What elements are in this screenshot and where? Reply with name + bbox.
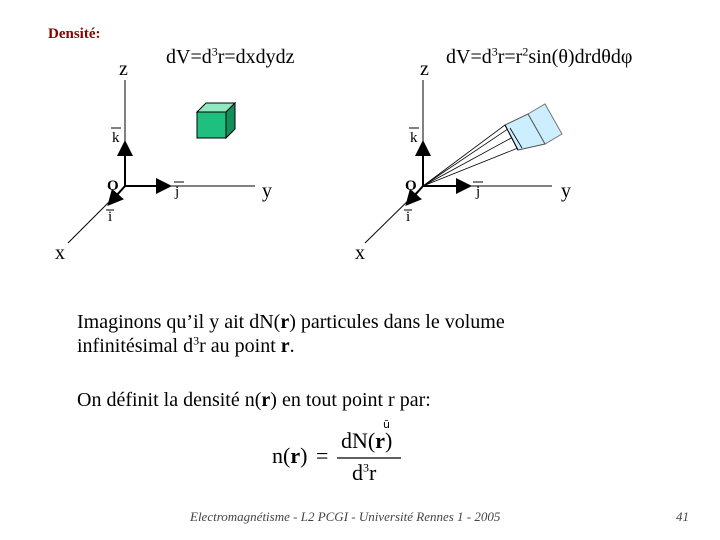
left-volume-formula: $dV=d^3r=dxdydz$: [166, 44, 295, 68]
right-axis-x-label: x: [355, 242, 365, 264]
right-formula-sup2: 2: [522, 44, 529, 59]
right-origin-label: O: [405, 178, 417, 194]
p1-l2-r: r: [280, 335, 290, 357]
right-formula-pre: dV=d: [446, 46, 492, 68]
eq-num-a: dN(: [341, 428, 376, 453]
equation-denominator: [352, 460, 376, 486]
slide-title: Densité:: [48, 26, 101, 42]
left-cube: [197, 103, 235, 138]
slide-footer: Electromagnétisme - L2 PCGI - Université Rennes 1 - 2005: [190, 509, 501, 524]
paragraph-1-line-2: [77, 334, 505, 358]
p1-l2-d: .: [289, 335, 295, 357]
eq-lhs-c: ): [300, 443, 308, 468]
p1-l2-b: r au point: [199, 335, 281, 357]
left-unit-k-label: k: [112, 130, 120, 146]
equation-numerator: [341, 428, 392, 454]
right-formula-sup1: 3: [491, 44, 498, 59]
eq-num-r: r: [375, 428, 385, 453]
eq-lhs-a: n(: [272, 443, 291, 468]
cube-front-face: [197, 112, 226, 138]
eq-num-c: ): [384, 428, 393, 453]
p1-l1-c: ) particules dans le volume: [289, 311, 505, 333]
left-unit-j-label: j: [175, 184, 180, 200]
p2-c: ) en tout point r par:: [270, 389, 431, 411]
numerator-vector-mark: ū: [383, 418, 390, 431]
right-axes: [365, 80, 552, 243]
equation-equals: =: [316, 443, 329, 468]
left-axis-x-label: x: [55, 242, 65, 264]
eq-den-sup: 3: [363, 460, 369, 475]
paragraph-2: [77, 388, 431, 412]
left-axis-y-label: y: [262, 180, 272, 202]
p2-r: r: [261, 389, 271, 411]
eq-den-a: d: [352, 460, 363, 485]
right-formula-post: sin(θ)drdθdφ: [528, 46, 633, 68]
left-origin-label: O: [107, 178, 119, 194]
left-unit-i-label: i: [108, 209, 113, 225]
p1-l1-a: Imaginons qu’il y ait dN(: [77, 311, 281, 333]
equation-lhs: [272, 443, 307, 469]
paragraph-1: [77, 310, 505, 358]
eq-den-b: r: [369, 460, 377, 485]
right-axis-z-label: z: [420, 58, 429, 80]
p1-l1-r: r: [280, 311, 290, 333]
right-axis-y-label: y: [561, 180, 571, 202]
left-formula-d: d: [201, 46, 212, 68]
right-unit-k-label: k: [410, 130, 418, 146]
eq-lhs-r: r: [290, 443, 301, 468]
p1-l2-sup: 3: [193, 333, 200, 348]
p1-l2-a: infinitésimal d: [77, 335, 194, 357]
paragraph-1-line-1: [77, 310, 505, 334]
right-unit-i-label: i: [406, 209, 411, 225]
left-axis-z-label: z: [119, 58, 128, 80]
p2-a: On définit la densité n(: [77, 389, 262, 411]
left-formula-sup: 3: [211, 44, 218, 59]
left-formula-post: r=dxdydz: [217, 46, 295, 68]
right-unit-j-label: j: [476, 184, 481, 200]
spherical-volume-element: [423, 104, 562, 186]
right-formula-mid: r=r: [497, 46, 523, 68]
page-number: 41: [676, 509, 689, 524]
